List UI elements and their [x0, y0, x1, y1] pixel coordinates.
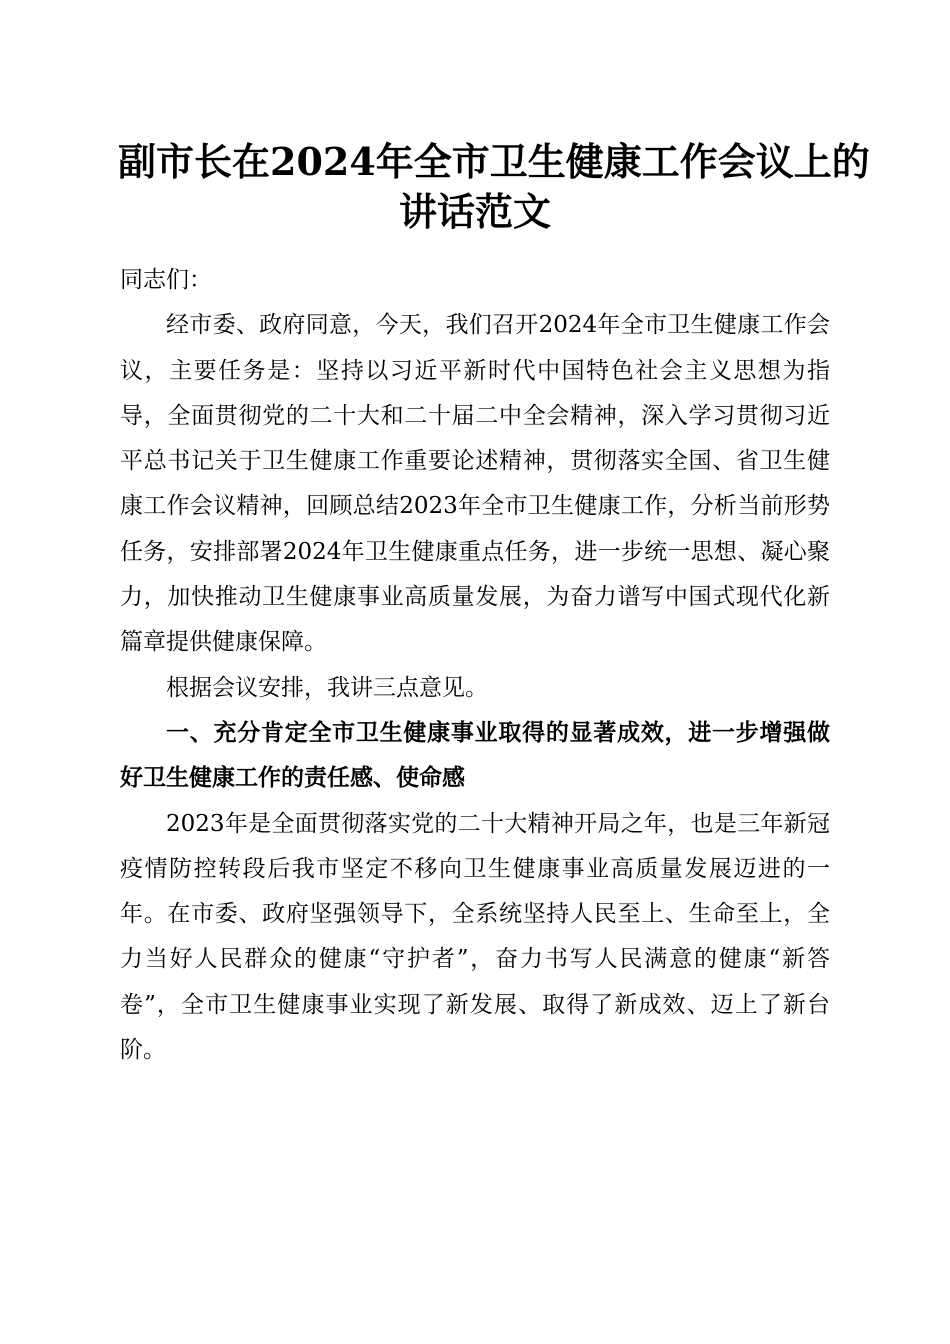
section-heading-1: 一、充分肯定全市卫生健康事业取得的显著成效，进一步增强做好卫生健康工作的责任感、使命感: [120, 719, 830, 792]
document-title-line-1: 副市长在2024年全市卫生健康工作会议上的: [118, 139, 870, 184]
section-1-paragraph: 2023年是全面贯彻落实党的二十大精神开局之年，也是三年新冠疫情防控转段后我市坚定不移向卫生健康事业高质量发展迈进的一年。在市委、政府坚强领导下，全系统坚持人民至上、生命至上，全力当好人民群众的健康“守护者”，奋力书写人民满意的健康“新答卷”，全市卫生健康事业实现了新发展、取得了新成效、迈上了新台阶。: [120, 810, 830, 1064]
salutation: 同志们：: [120, 267, 212, 293]
document-title-line-2: 讲话范文: [398, 189, 551, 234]
paragraph-intro: 经市委、政府同意，今天，我们召开2024年全市卫生健康工作会议，主要任务是：坚持以习近平新时代中国特色社会主义思想为指导，全面贯彻党的二十大和二十届二中全会精神，深入学习贯彻习近平总书记关于卫生健康工作重要论述精神，贯彻落实全国、省卫生健康工作会议精神，回顾总结2023年全市卫生健康工作，分析当前形势任务，安排部署2024年卫生健康重点任务，进一步统一思想、凝心聚力，加快推动卫生健康事业高质量发展，为奋力谱写中国式现代化新篇章提供健康保障。: [120, 312, 830, 656]
paragraph-outline: 根据会议安排，我讲三点意见。: [166, 674, 488, 701]
document-body: [120, 258, 830, 1073]
